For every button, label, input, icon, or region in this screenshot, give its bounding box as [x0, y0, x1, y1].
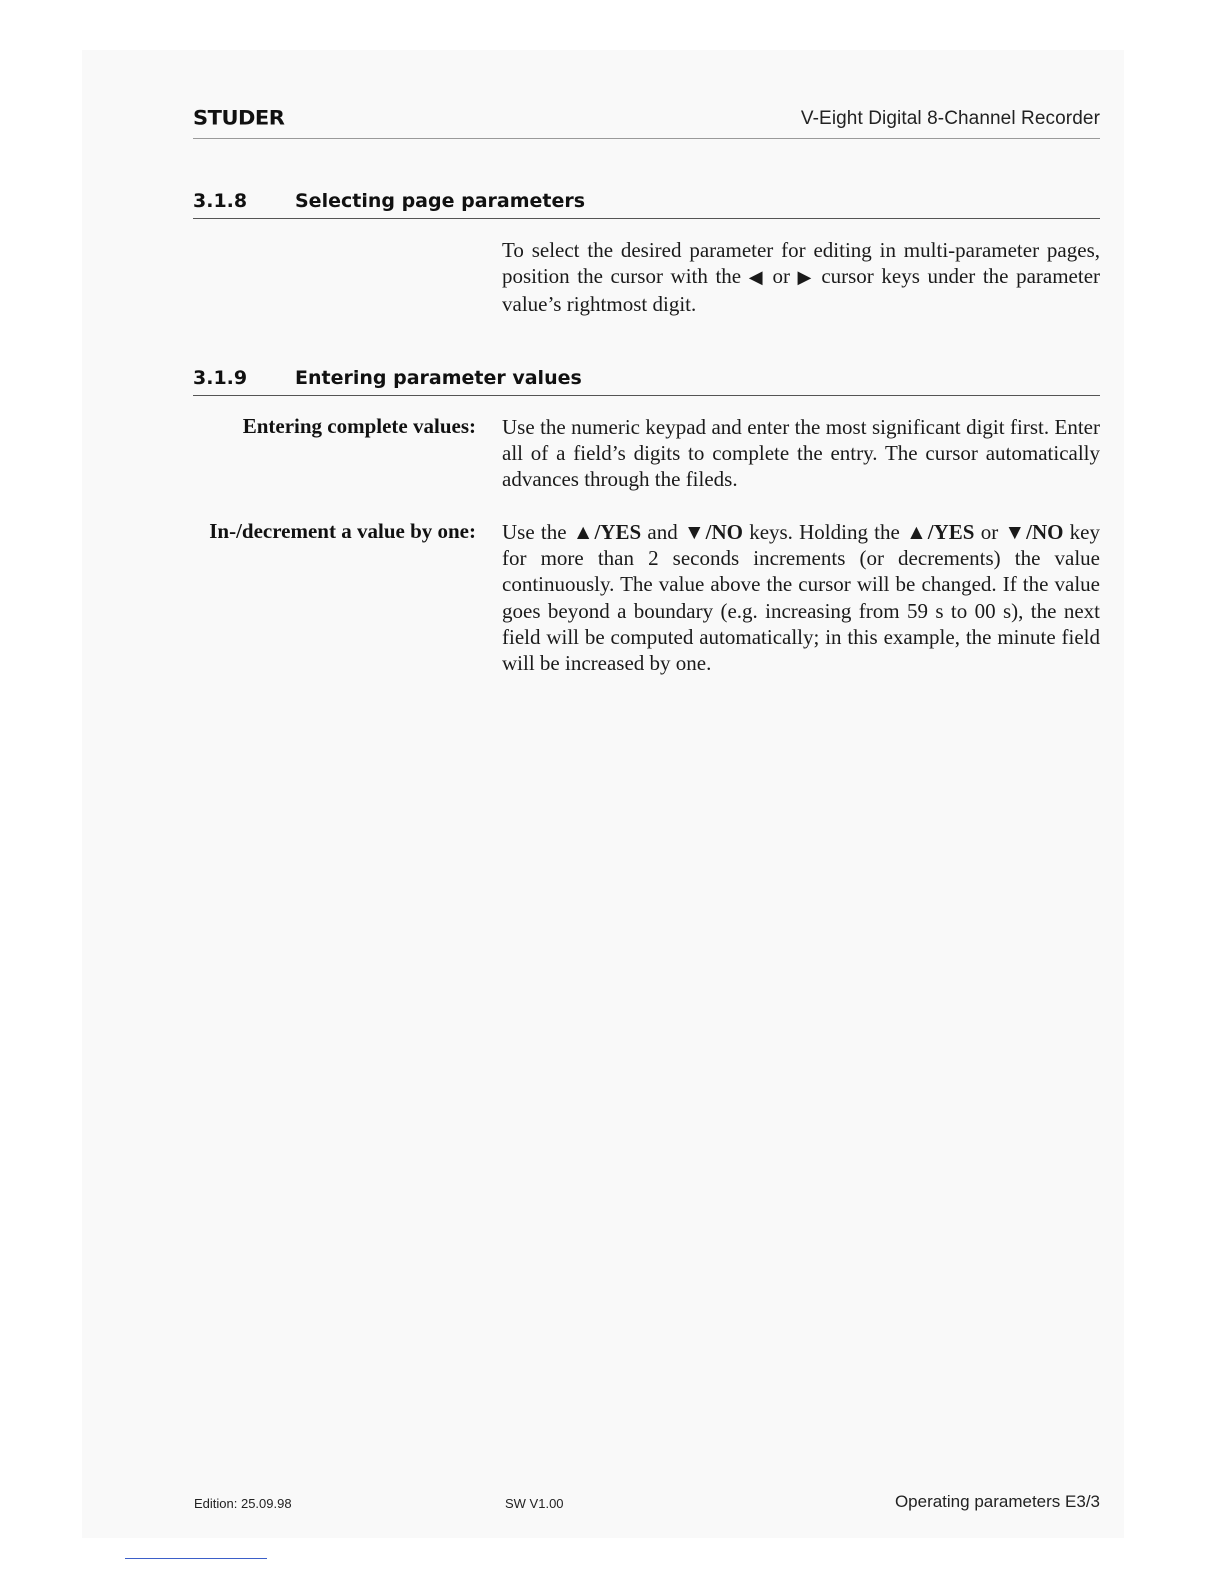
section-heading-3-1-8	[193, 190, 1100, 219]
header-title: V-Eight Digital 8-Channel Recorder	[800, 108, 1100, 129]
entering-complete-values-label: Entering complete values:	[242, 414, 476, 438]
paragraph-text: or	[974, 520, 1005, 544]
footer-page-number: Operating parameters E3/3	[894, 1492, 1100, 1511]
studer-logo: STUDER	[193, 107, 285, 130]
footer-software-version: SW V1.00	[505, 1496, 564, 1511]
section-heading-3-1-9	[193, 367, 1100, 396]
section-title: Selecting page parameters	[295, 190, 586, 212]
left-arrow-icon: ◀	[748, 267, 765, 289]
footer-edition: Edition: 25.09.98	[194, 1496, 292, 1511]
section-number: 3.1.9	[193, 367, 248, 389]
page-header	[193, 104, 1100, 139]
paragraph-text: cursor keys under the parameter value’s rightmost digit.	[502, 264, 1101, 317]
right-arrow-icon: ▶	[797, 267, 814, 289]
yes-key-label: ▲/YES	[572, 520, 642, 544]
yes-key-label: ▲/YES	[906, 520, 975, 544]
paragraph-text: keys. Holding the	[742, 520, 907, 544]
section-title: Entering parameter values	[295, 367, 582, 389]
bottom-divider	[125, 1558, 267, 1559]
increment-decrement-label: In-/decrement a value by one:	[209, 519, 476, 543]
paragraph-text: and	[641, 520, 684, 544]
no-key-label: ▼/NO	[1004, 520, 1064, 544]
paragraph-text: To select the desired parameter for editing in multi-parameter pages, position the cursor with the	[502, 238, 1100, 289]
paragraph-text: or	[764, 264, 798, 289]
section-number: 3.1.8	[193, 190, 248, 212]
entering-complete-values-paragraph: Use the numeric keypad and enter the most significant digit first. Enter all of a field’s digits to complete the entry. The cursor automatically advances through the fileds.	[502, 415, 1100, 492]
paragraph-text: Use the	[502, 520, 573, 544]
selecting-parameters-paragraph	[502, 237, 1100, 318]
no-key-label: ▼/NO	[683, 520, 743, 544]
increment-decrement-paragraph	[502, 519, 1100, 676]
paragraph-text: key for more than 2 seconds increments (or decrements) the value continuously. The value above the cursor will be changed. If the value goes beyond a boundary (e.g. increasing from 59 s to 00 s), the next field will be computed automatically; in this example, the minute field will be increased by one.	[502, 520, 1100, 676]
